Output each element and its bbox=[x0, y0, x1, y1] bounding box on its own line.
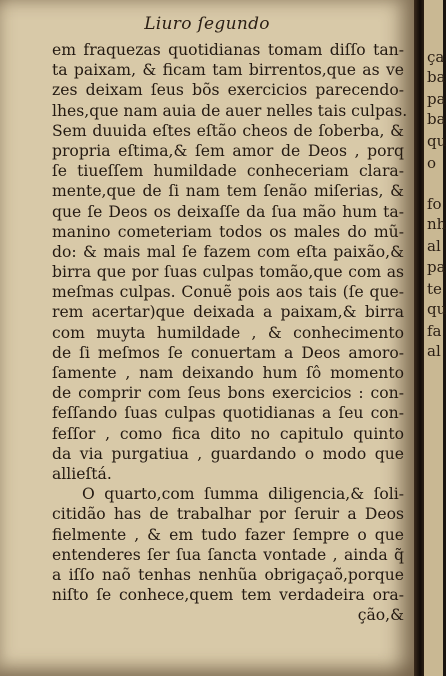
book-gutter bbox=[414, 0, 424, 676]
text-line: manino cometeriam todos os males do mũ- bbox=[52, 222, 404, 241]
text-line: meſmas culpas. Conuẽ pois aos tais (ſe que- bbox=[52, 283, 404, 302]
facing-text-fragment: al bbox=[427, 342, 441, 360]
text-line: da via purgatiua , guardando o modo que bbox=[52, 444, 404, 463]
running-head: Liuro ſegundo bbox=[144, 14, 270, 34]
paragraph-2 bbox=[52, 484, 404, 605]
text-line: Sem duuida eſtes eſtão cheos de ſoberba, & bbox=[52, 121, 404, 140]
facing-text-fragment: qu bbox=[427, 300, 446, 318]
text-line: O quarto,com ſumma diligencia,& ſoli- bbox=[82, 485, 404, 504]
text-line: feſſando ſuas culpas quotidianas a ſeu con- bbox=[52, 404, 404, 423]
text-line: propria eſtima,& ſem amor de Deos , porq bbox=[52, 141, 404, 160]
facing-text-fragment: fa bbox=[427, 322, 442, 340]
text-line: mente,que de ſi nam tem ſenão miſerias, & bbox=[52, 182, 404, 201]
text-line: ſe tiueſſem humildade conheceriam clara- bbox=[52, 162, 404, 181]
text-line: ta paixam, & ficam tam birrentos,que as ve bbox=[52, 61, 404, 80]
text-line: de ſi meſmos ſe conuertam a Deos amoro- bbox=[52, 343, 404, 362]
body-text bbox=[52, 40, 408, 625]
facing-text-fragment: pa bbox=[427, 258, 446, 276]
text-line: entenderes ſer ſua ſancta vontade , ainda q̃ bbox=[52, 545, 404, 564]
text-line: a iſſo naõ tenhas nenhũa obrigaçaõ,porque bbox=[52, 565, 404, 584]
facing-page-edge bbox=[424, 0, 446, 676]
facing-text-fragment: ba bbox=[427, 68, 446, 86]
text-line: em fraquezas quotidianas tomam diſſo tan- bbox=[52, 41, 404, 59]
facing-text-fragment: ça bbox=[427, 48, 445, 66]
text-line: do: & mais mal ſe fazem com eſta paixão,& bbox=[52, 242, 404, 261]
text-line: birra que por ſuas culpas tomão,que com as bbox=[52, 263, 404, 282]
text-line: ſamente , nam deixando hum ſô momento bbox=[52, 364, 404, 382]
text-line: feſſor , como fica dito no capitulo quinto bbox=[52, 424, 404, 443]
text-line: fielmente , & em tudo fazer ſempre o que bbox=[52, 525, 404, 544]
catchword: ção,& bbox=[357, 606, 404, 625]
text-line: de comprir com ſeus bons exercicios : con- bbox=[52, 384, 404, 403]
text-line: rem acertar)que deixada a paixam,& birra bbox=[52, 303, 404, 322]
text-line: que ſe Deos os deixaſſe da ſua mão hum ta- bbox=[52, 202, 404, 221]
facing-text-fragment: o bbox=[427, 154, 437, 172]
facing-text-fragment: al bbox=[427, 237, 441, 255]
text-line: allieſtá. bbox=[52, 464, 112, 483]
facing-text-fragment: pa bbox=[427, 90, 446, 108]
text-line: zes deixam ſeus bõs exercicios parecendo- bbox=[52, 81, 404, 100]
facing-text-fragment: ba bbox=[427, 110, 446, 128]
text-line: lhes,que nam auia de auer nelles tais culpas. bbox=[52, 101, 408, 120]
facing-text-fragment: fo bbox=[427, 195, 442, 213]
facing-text-fragment: nh bbox=[427, 215, 446, 233]
facing-text-fragment: qu bbox=[427, 132, 446, 150]
paragraph-1 bbox=[52, 40, 408, 484]
facing-text-fragment: te bbox=[427, 280, 442, 298]
text-line: niſto ſe conhece,quem tem verdadeira ora- bbox=[52, 586, 404, 605]
text-line: com muyta humildade , & conhecimento bbox=[52, 323, 404, 342]
text-line: citidão has de trabalhar por ſeruir a Deos bbox=[52, 505, 404, 524]
